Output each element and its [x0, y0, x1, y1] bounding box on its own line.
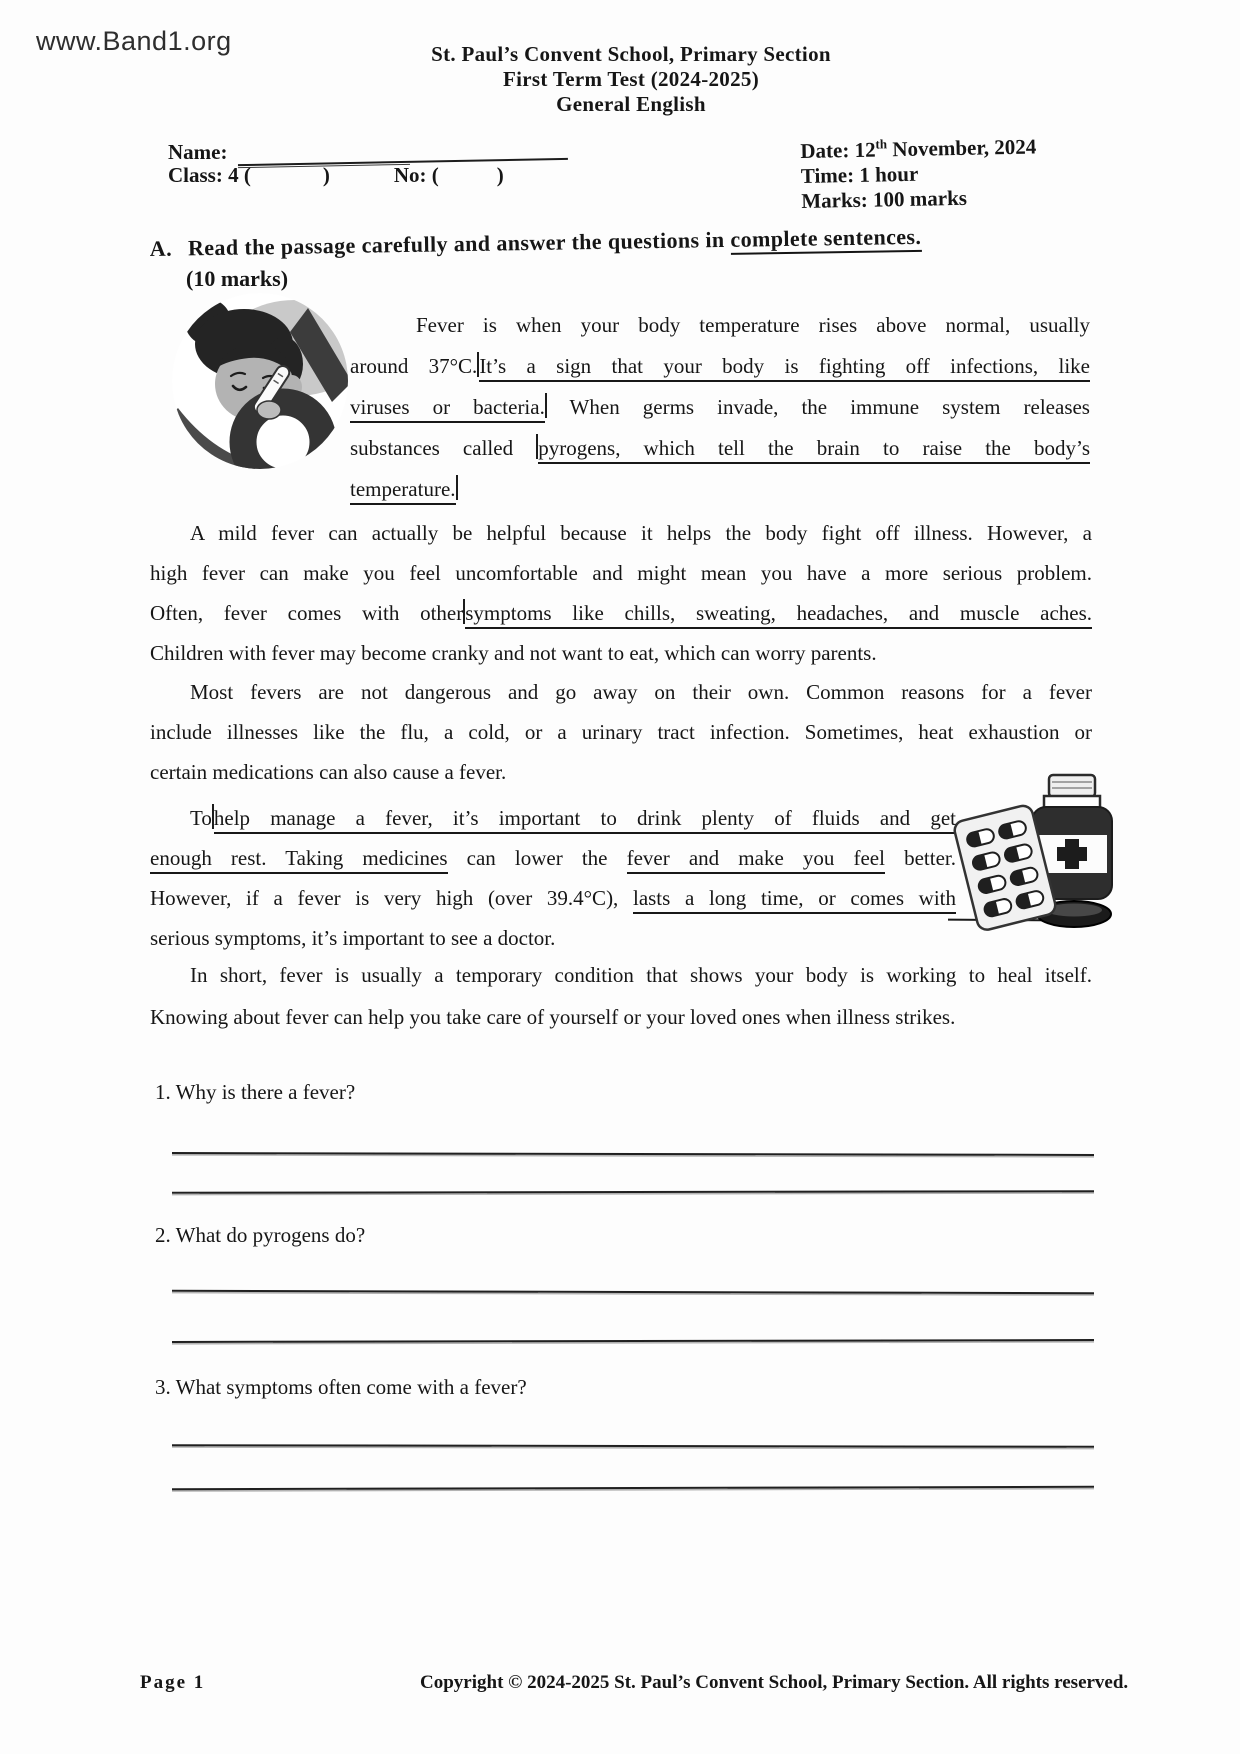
passage-paragraph-4: [150, 798, 956, 958]
passage-line: [150, 996, 1092, 1038]
passage-text: around 37°C.: [350, 354, 478, 378]
passage-text: To: [190, 806, 212, 830]
marks-field: Marks: 100 marks: [801, 185, 968, 213]
passage-text: A mild fever can actually be helpful because it helps the body fight off illness. However, a: [190, 521, 1092, 545]
passage-text-underlined: temperature.: [350, 477, 456, 505]
passage-line: [150, 712, 1092, 752]
section-a-instruction: [150, 221, 1110, 262]
passage-line: [350, 469, 1090, 510]
passage-line: [150, 513, 1092, 553]
section-a-label: A.: [149, 235, 173, 262]
passage-line: [150, 798, 956, 838]
answer-line: [172, 1152, 1094, 1156]
passage-paragraph-5: [150, 954, 1092, 1038]
passage-line: [150, 878, 956, 918]
class-number-row: [168, 163, 504, 188]
passage-text: high fever can make you feel uncomfortable and might mean you have a more serious problem.: [150, 561, 1092, 585]
passage-text: better.: [904, 846, 956, 870]
passage-text-underlined: pyrogens, which tell the brain to raise the body’s: [538, 436, 1090, 464]
school-name: St. Paul’s Convent School, Primary Section: [431, 42, 831, 66]
answer-line: [172, 1190, 1094, 1194]
passage-line: [350, 387, 1090, 428]
instruction-underlined-text: complete sentences.: [730, 224, 921, 255]
name-label: Name:: [168, 140, 228, 164]
passage-text-underlined: viruses or bacteria.: [350, 395, 545, 423]
watermark: www.Band1.org: [36, 26, 232, 56]
class-paren-close: ): [322, 163, 330, 187]
sick-child-illustration: [170, 290, 350, 472]
passage-text-underlined: enough rest. Taking medicines: [150, 846, 448, 874]
answer-line: [172, 1444, 1094, 1448]
passage-text: can lower the: [466, 846, 608, 870]
passage-line: [350, 305, 1090, 346]
class-label: Class: 4 (: [168, 163, 251, 187]
date-time-marks-block: [800, 128, 1037, 214]
passage-line: [150, 633, 1092, 673]
question-2-label: 2. What do pyrogens do?: [155, 1223, 366, 1247]
time-field: Time: 1 hour: [800, 161, 919, 188]
passage-line: [150, 838, 956, 878]
passage-text-underlined: fever and make you feel: [627, 846, 885, 874]
passage-text: substances called: [350, 436, 514, 460]
passage-line: [150, 553, 1092, 593]
student-no-paren-close: ): [496, 163, 504, 187]
page-number: Page 1: [140, 1672, 206, 1693]
passage-paragraph-1: [350, 305, 1090, 510]
passage-text: However, if a fever is very high (over 39.4°C),: [150, 886, 619, 910]
passage-text: In short, fever is usually a temporary condition that shows your body is working to heal itself.: [190, 963, 1092, 987]
exam-header: [0, 42, 1240, 117]
student-no-label: No: (: [393, 163, 439, 187]
passage-line: [150, 672, 1092, 712]
passage-text: certain medications can also cause a fever.: [150, 760, 507, 784]
date-field: Date: 12th November, 2024: [800, 134, 1037, 163]
medicine-illustration: [952, 772, 1124, 934]
passage-text: Often, fever comes with other: [150, 601, 464, 625]
passage-line: [350, 428, 1090, 469]
marks-note: (10 marks): [186, 266, 289, 291]
passage-text: include illnesses like the flu, a cold, or a urinary tract infection. Sometimes, heat exhaustion or: [150, 720, 1092, 744]
passage-paragraph-3: [150, 672, 1092, 792]
passage-text-underlined: symptoms like chills, sweating, headaches, and muscle aches.: [465, 601, 1092, 629]
date-ordinal: th: [875, 136, 888, 152]
question-3-label: 3. What symptoms often come with a fever?: [155, 1375, 527, 1399]
passage-line: [350, 346, 1090, 387]
passage-line: [150, 593, 1092, 633]
copyright-text: Copyright © 2024-2025 St. Paul’s Convent School, Primary Section. All rights reserved.: [420, 1672, 1129, 1693]
passage-text: Knowing about fever can help you take care of yourself or your loved ones when illness strikes.: [150, 1005, 956, 1029]
subject-title: General English: [556, 92, 706, 116]
passage-text: serious symptoms, it’s important to see a doctor.: [150, 926, 556, 950]
passage-text-underlined: help manage a fever, it’s important to drink plenty of fluids and get: [214, 806, 956, 834]
passage-text: Fever is when your body temperature rises above normal, usually: [416, 313, 1090, 337]
passage-text: Most fevers are not dangerous and go away on their own. Common reasons for a fever: [190, 680, 1092, 704]
passage-paragraph-2: [150, 513, 1092, 673]
test-title: First Term Test (2024-2025): [503, 67, 759, 91]
answer-line: [172, 1486, 1094, 1490]
passage-text-underlined: It’s a sign that your body is fighting off infections, like: [479, 354, 1090, 382]
pen-mark-icon: [545, 393, 547, 418]
answer-line: [172, 1290, 1094, 1294]
passage-line: [150, 752, 1092, 792]
passage-text: When germs invade, the immune system releases: [569, 395, 1090, 419]
passage-text-underlined: lasts a long time, or comes with: [633, 886, 956, 914]
answer-line: [172, 1339, 1094, 1343]
pen-mark-icon: [456, 475, 458, 500]
passage-text: Children with fever may become cranky and not want to eat, which can worry parents.: [150, 641, 877, 665]
passage-line: [150, 918, 956, 958]
passage-line: [150, 954, 1092, 996]
instruction-text: Read the passage carefully and answer the questions in: [187, 226, 731, 261]
question-1-label: 1. Why is there a fever?: [155, 1080, 356, 1104]
